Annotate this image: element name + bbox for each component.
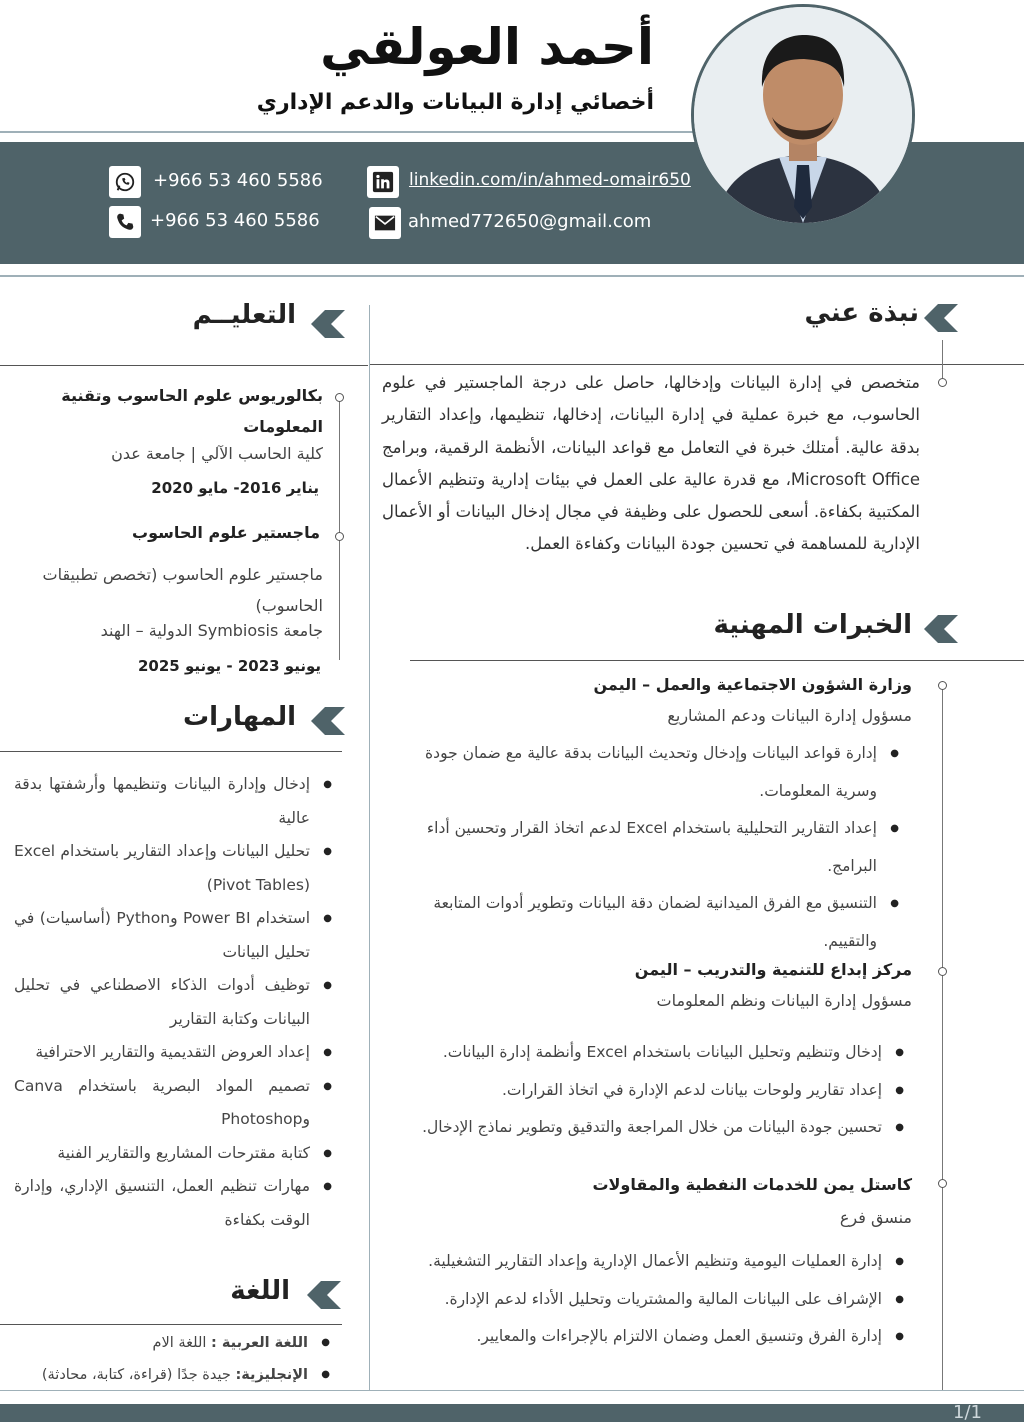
column-separator: [369, 305, 370, 1390]
language-item: [10, 1327, 330, 1359]
edu1-dot: [335, 393, 344, 402]
job3-bullet: ● إدارة العمليات اليومية وتنظيم الأعمال الإدارية وإعداد التقارير التشغيلية.: [384, 1243, 904, 1281]
skill-item: ● كتابة مقترحات المشاريع والتقارير الفنية: [14, 1137, 332, 1171]
job3-org: كاستل يمن للخدمات النفطية والمقاولات: [592, 1175, 912, 1194]
edu2-dates: يونيو 2023 - يونيو 2025: [137, 657, 321, 675]
skill-item: ● إدخال وإدارة البيانات وتنظيمها وأرشفتها بدقة عالية: [14, 768, 332, 835]
about-heading: نبذة عني: [804, 298, 919, 328]
languages-divider: [0, 1324, 342, 1325]
education-divider: [0, 365, 368, 366]
email-address[interactable]: ahmed772650@gmail.com: [408, 211, 652, 232]
skills-divider: [0, 751, 342, 752]
linkedin-link[interactable]: linkedin.com/in/ahmed-omair650: [409, 170, 691, 190]
about-dot: [938, 378, 947, 387]
experience-chevron-icon: [924, 615, 958, 643]
experience-heading: الخبرات المهنية: [713, 610, 912, 640]
language-level: جيدة جدًا (قراءة، كتابة، محادثة): [41, 1367, 236, 1383]
experience-divider: [410, 660, 1024, 661]
language-item: [10, 1359, 330, 1391]
skill-item: ● إعداد العروض التقديمية والتقارير الاحترافية: [14, 1036, 332, 1070]
skill-item: ● مهارات تنظيم العمل، التنسيق الإداري، وإدارة الوقت بكفاءة: [14, 1170, 332, 1237]
email-icon: [369, 207, 401, 239]
skill-item: ● تحليل البيانات وإعداد التقارير باستخدام Excel (Pivot Tables): [14, 835, 332, 902]
about-text: متخصص في إدارة البيانات وإدخالها، حاصل على درجة الماجستير في علوم الحاسوب، مع خبرة عملية في إدارة البيانات، إدخالها، تنظيمها، وإعداد التقارير بدقة عالية. أمتلك خبرة في التعامل مع قواعد البيانات، الأنظمة الرقمية، وبرامج Microsoft Office، مع قدرة عالية على العمل في بيئات إدارية وتنظيم الأعمال المكتبية بكفاءة. أسعى للحصول على وظيفة في مجال إدخال البيانات أو الأعمال الإدارية للمساهمة في تحسين جودة البيانات وكفاءة العمل.: [382, 373, 920, 554]
phone-number[interactable]: +966 53 460 5586: [150, 210, 320, 231]
job1-bullets: [399, 735, 899, 960]
footer-band: [0, 1404, 1024, 1422]
edu2-school: جامعة Symbiosis الدولية – الهند: [100, 621, 323, 640]
job1-role: مسؤول إدارة البيانات ودعم المشاريع: [667, 706, 912, 725]
edu2-dot: [335, 532, 344, 541]
skill-item: ● توظيف أدوات الذكاء الاصطناعي في تحليل البيانات وكتابة التقارير: [14, 969, 332, 1036]
job3-bullets: [384, 1243, 904, 1356]
edu1-school: كلية الحاسب الآلي | جامعة عدن: [111, 444, 323, 463]
job2-role: مسؤول إدارة البيانات ونظم المعلومات: [656, 991, 912, 1010]
job1-bullet: ● إدارة قواعد البيانات وإدخال وتحديث البيانات بدقة عالية مع ضمان جودة وسرية المعلومات.: [399, 735, 899, 810]
linkedin-icon: [367, 166, 399, 198]
language-name: اللغة العربية :: [211, 1335, 308, 1351]
skills-chevron-icon: [311, 707, 345, 735]
job2-dot: [938, 967, 947, 976]
job1-org: وزارة الشؤون الاجتماعية والعمل – اليمن: [593, 675, 912, 694]
about-divider: [370, 364, 1024, 365]
job2-bullet: ● إعداد تقارير ولوحات بيانات لدعم الإدارة في اتخاذ القرارات.: [384, 1072, 904, 1110]
skills-heading: المهارات: [182, 702, 296, 732]
job2-bullet: ● تحسين جودة البيانات من خلال المراجعة والتدقيق وتطوير نماذج الإدخال.: [384, 1109, 904, 1147]
phone-icon: [109, 206, 141, 238]
page-number: 1/1: [953, 1402, 982, 1423]
about-vline: [942, 340, 943, 378]
band-divider: [0, 275, 1024, 277]
candidate-name: أحمد العولقي: [320, 18, 654, 76]
education-chevron-icon: [311, 310, 345, 338]
skills-list: [14, 768, 332, 1237]
edu2-degree: ماجستير علوم الحاسوب: [132, 523, 320, 542]
profile-photo: [691, 4, 915, 226]
job2-bullets: [384, 1034, 904, 1147]
languages-list: [10, 1327, 330, 1391]
language-level: اللغة الام: [152, 1335, 212, 1351]
skill-item: ● تصميم المواد البصرية باستخدام Canva وPhotoshop: [14, 1070, 332, 1137]
job3-dot: [938, 1179, 947, 1188]
whatsapp-icon: [109, 166, 141, 198]
experience-vline: [942, 685, 943, 1390]
job1-bullet: ● التنسيق مع الفرق الميدانية لضمان دقة البيانات وتطوير أدوات المتابعة والتقييم.: [399, 885, 899, 960]
job3-bullet: ● الإشراف على البيانات المالية والمشتريات وتحليل الأداء لدعم الإدارة.: [384, 1281, 904, 1319]
footer-divider: [0, 1390, 1024, 1391]
edu1-degree: بكالوريوس علوم الحاسوب وتقنية المعلومات: [61, 386, 323, 436]
about-chevron-icon: [924, 304, 958, 332]
header-divider: [0, 131, 700, 133]
languages-heading: اللغة: [230, 1276, 290, 1306]
languages-chevron-icon: [307, 1281, 341, 1309]
education-vline: [339, 398, 340, 660]
whatsapp-number[interactable]: +966 53 460 5586: [153, 170, 323, 191]
job1-bullet: ● إعداد التقارير التحليلية باستخدام Excel لدعم اتخاذ القرار وتحسين أداء البرامج.: [399, 810, 899, 885]
edu2-detail: ماجستير علوم الحاسوب (تخصص تطبيقات الحاسوب): [42, 565, 323, 615]
education-heading: التعليــم: [192, 300, 296, 330]
job2-bullet: ● إدخال وتنظيم وتحليل البيانات باستخدام Excel وأنظمة إدارة البيانات.: [384, 1034, 904, 1072]
skill-item: ● استخدام Power BI وPython (أساسيات) في تحليل البيانات: [14, 902, 332, 969]
language-name: الإنجليزية:: [235, 1367, 308, 1383]
job-title: أخصائي إدارة البيانات والدعم الإداري: [256, 90, 654, 115]
job3-bullet: ● إدارة الفرق وتنسيق العمل وضمان الالتزام بالإجراءات والمعايير.: [384, 1318, 904, 1356]
job2-org: مركز إبداع للتنمية والتدريب – اليمن: [634, 960, 912, 979]
job3-role: منسق فرع: [839, 1208, 912, 1227]
edu1-dates: يناير 2016- مايو 2020: [151, 479, 319, 497]
job1-dot: [938, 681, 947, 690]
